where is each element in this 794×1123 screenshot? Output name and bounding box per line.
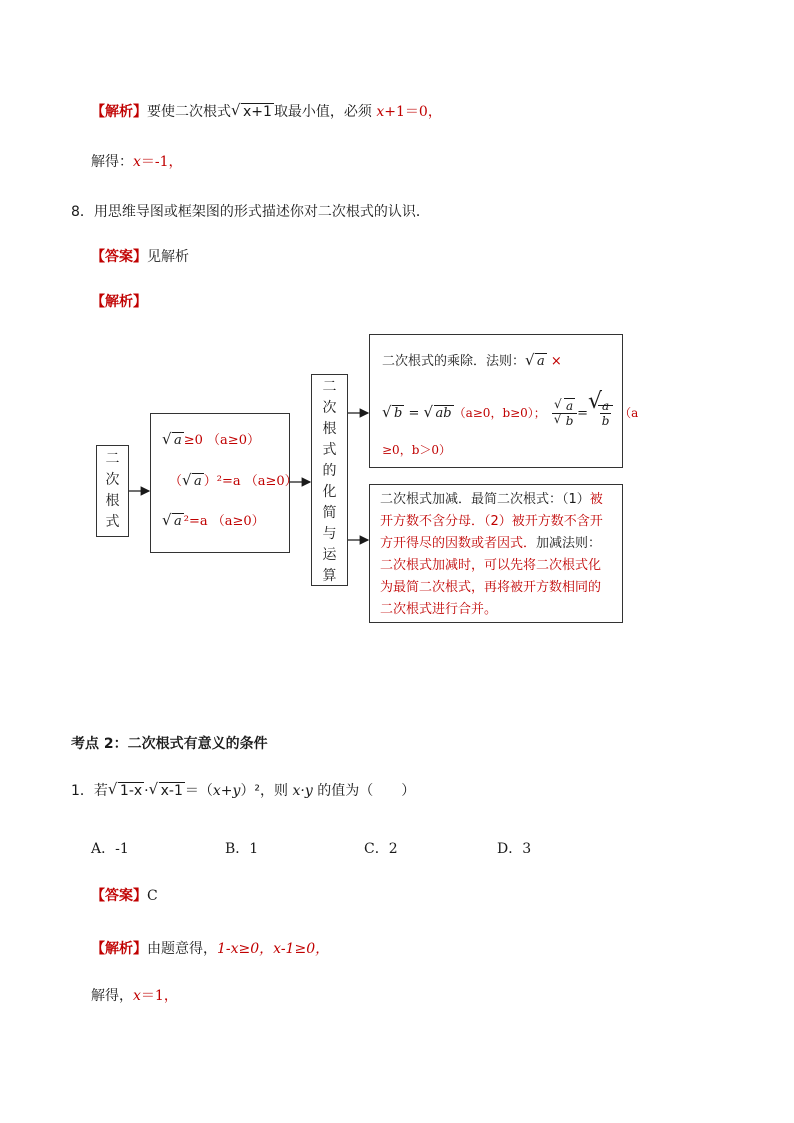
radicand: b	[394, 406, 403, 421]
add-text: 加减法则：	[536, 536, 602, 551]
dot: ·	[144, 783, 149, 799]
answer-text: C	[147, 888, 158, 904]
add-line-4: 二次根式加减时，可以先将二次根式化	[380, 558, 602, 573]
mult-heading: 二次根式的乘除．法则：	[382, 354, 526, 369]
analysis-tag: 【解析】	[91, 104, 147, 120]
q1-solution-line	[91, 986, 178, 1006]
solution-value: ＝1，	[140, 988, 178, 1004]
mult-line-3: ≥0，b＞0）	[382, 443, 452, 457]
option-d[interactable]: D．3	[497, 841, 532, 857]
analysis-tag: 【解析】	[91, 941, 147, 957]
add-line-1	[380, 491, 603, 509]
mid-char: 二	[322, 379, 337, 395]
radicand: 1-x	[119, 783, 143, 799]
property-text: ²=a （a≥0）	[183, 514, 265, 529]
property-3: √ a ²=a （a≥0）	[162, 511, 265, 529]
root-char: 次	[105, 472, 120, 488]
math-var: x	[212, 783, 221, 799]
mult-line-2: √ b = √ ab （a≥0，b≥0）； √ a √ b = √ $\frac{a}{b}$ （a	[382, 389, 639, 428]
equals: ＝（	[184, 783, 213, 799]
mid-char: 与	[322, 526, 337, 542]
analysis-text: 取最小值，必须	[273, 104, 372, 120]
condition-text: +1＝0，	[384, 104, 442, 120]
q8-question: 8．用思维导图或框架图的形式描述你对二次根式的认识．	[71, 204, 430, 220]
property-text: ）²=a （a≥0）	[203, 474, 298, 489]
paren: （	[169, 474, 183, 489]
root-char: 二	[105, 451, 120, 467]
radicand: x+1	[243, 104, 272, 120]
math-var: y	[232, 783, 241, 799]
condition-text: x-1≥0，	[273, 941, 330, 957]
properties-box	[150, 413, 298, 553]
section-title: 考点 2：二次根式有意义的条件	[71, 736, 268, 752]
add-text-red: 方开得尽的因数或者因式．	[380, 536, 537, 551]
add-text-red: 被	[589, 492, 603, 507]
math-var: x	[133, 154, 141, 170]
multiplication-box	[369, 334, 639, 468]
analysis-text: 要使二次根式	[147, 104, 231, 120]
answer-tag: 【答案】	[91, 888, 147, 904]
mid-char: 的	[322, 463, 337, 479]
property-text: ≥0 （a≥0）	[183, 433, 260, 448]
property-1: √ a ≥0 （a≥0）	[162, 430, 260, 448]
question-text: 的值为（ ）	[317, 783, 416, 799]
add-text: 二次根式加减．最简二次根式：（1）	[380, 492, 590, 507]
mult-line-1: 二次根式的乘除．法则： √ a ×	[382, 351, 562, 369]
root-char: 根	[105, 493, 120, 509]
mid-char: 次	[322, 400, 337, 416]
radicand: a	[194, 474, 202, 489]
q1-question: 1．若 √ 1-x · √ x-1 ＝（x+y）²，则 x·y 的值为（ ）	[71, 780, 416, 799]
radicand: a	[537, 354, 545, 369]
option-c[interactable]: C．2	[364, 841, 398, 857]
q7-analysis-line	[91, 102, 442, 122]
root-box	[96, 445, 129, 537]
addition-box	[369, 484, 623, 623]
radicand: b	[565, 414, 574, 428]
plus: +	[220, 783, 233, 799]
solution-value: ＝-1，	[140, 154, 183, 170]
solution-prefix: 解得，	[91, 988, 133, 1004]
mid-char: 化	[322, 484, 337, 500]
fraction-lhs: √ a √ b	[552, 399, 577, 428]
fraction-rhs: √ $\frac{a}{b}$	[588, 399, 613, 428]
operations-box	[311, 374, 348, 586]
mid-char: 简	[322, 505, 337, 521]
math-var: x	[133, 988, 141, 1004]
mid-char: 根	[322, 421, 337, 437]
q7-solution-line	[91, 152, 183, 172]
option-b[interactable]: B．1	[225, 841, 259, 857]
q1-answer-line	[91, 886, 158, 906]
denominator: b	[601, 414, 610, 428]
condition-text: 1-x≥0，	[217, 941, 274, 957]
equals: =	[577, 406, 589, 421]
radicand: x-1	[160, 783, 183, 799]
mult-condition: （a	[619, 406, 639, 420]
radicand: a	[565, 399, 574, 413]
mid-char: 运	[322, 547, 337, 563]
q8-analysis-line	[91, 292, 147, 312]
property-2: （ √ a ）²=a （a≥0）	[169, 471, 298, 489]
analysis-text: 由题意得，	[147, 941, 217, 957]
answer-tag: 【答案】	[91, 249, 147, 265]
add-line-3	[380, 535, 601, 553]
question-text: ）²，则	[240, 783, 289, 799]
math-var: x	[376, 104, 385, 120]
add-line-5: 为最简二次根式，再将被开方数相同的	[380, 580, 602, 595]
mid-char: 式	[322, 442, 337, 458]
option-a[interactable]: A．-1	[91, 841, 129, 857]
radicand: ab	[435, 406, 452, 421]
add-line-6: 二次根式进行合并。	[380, 602, 498, 617]
answer-text: 见解析	[147, 249, 189, 265]
solution-prefix: 解得：	[91, 154, 133, 170]
add-line-2: 开方数不含分母．（2）被开方数不含开	[380, 514, 603, 529]
q8-answer-line	[91, 247, 189, 267]
times-sign: ×	[550, 354, 562, 369]
root-char: 式	[105, 514, 120, 530]
q1-analysis-line	[91, 939, 329, 959]
radicand: a	[174, 514, 182, 529]
radicand: a	[174, 433, 182, 448]
analysis-tag: 【解析】	[91, 294, 147, 310]
equals: =	[408, 406, 420, 421]
numerator: a	[602, 399, 610, 413]
mult-condition: （a≥0，b≥0）；	[453, 406, 546, 420]
question-prefix: 1．若	[71, 783, 108, 799]
mid-char: 算	[322, 568, 337, 584]
sqrt-expression: √ x+1	[231, 101, 272, 120]
math-expr: x·y	[292, 783, 313, 799]
